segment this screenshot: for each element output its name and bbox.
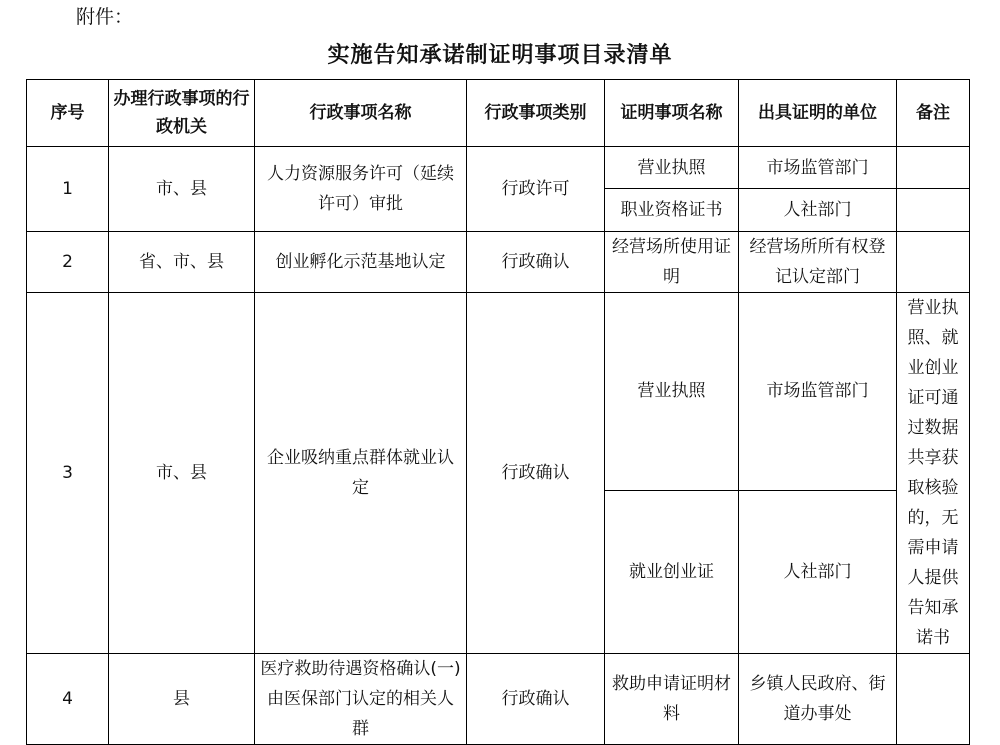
header-cell: 出具证明的单位 [739, 80, 897, 147]
item-name-cell: 创业孵化示范基地认定 [255, 232, 467, 293]
attachment-label: 附件： [76, 6, 134, 28]
note-cell: 营业执照、就业创业证可通过数据共享获取核验的，无需申请人提供告知承诺书 [897, 293, 970, 654]
proof-name-cell: 就业创业证 [605, 490, 739, 653]
table-row [27, 654, 970, 745]
table-row [27, 232, 970, 293]
proof-name-cell: 营业执照 [605, 147, 739, 189]
item-name-cell: 医疗救助待遇资格确认(一)由医保部门认定的相关人群 [255, 654, 467, 745]
issuer-cell: 乡镇人民政府、街道办事处 [739, 654, 897, 745]
note-cell [897, 654, 970, 745]
issuer-cell: 经营场所所有权登记认定部门 [739, 232, 897, 293]
issuer-cell: 市场监管部门 [739, 293, 897, 491]
proof-name-cell: 营业执照 [605, 293, 739, 491]
category-cell: 行政确认 [467, 232, 605, 293]
header-cell: 行政事项类别 [467, 80, 605, 147]
header-cell: 序号 [27, 80, 109, 147]
proof-name-cell: 救助申请证明材料 [605, 654, 739, 745]
proof-name-cell: 经营场所使用证明 [605, 232, 739, 293]
row-number: 3 [27, 293, 109, 654]
category-cell: 行政许可 [467, 147, 605, 232]
issuer-cell: 市场监管部门 [739, 147, 897, 189]
proof-items-table [26, 79, 970, 745]
header-cell: 行政事项名称 [255, 80, 467, 147]
authority-cell: 市、县 [109, 293, 255, 654]
note-cell [897, 232, 970, 293]
authority-cell: 市、县 [109, 147, 255, 232]
authority-cell: 省、市、县 [109, 232, 255, 293]
issuer-cell: 人社部门 [739, 189, 897, 232]
issuer-cell: 人社部门 [739, 490, 897, 653]
row-number: 2 [27, 232, 109, 293]
table-header-row [27, 80, 970, 147]
note-cell [897, 189, 970, 232]
proof-name-cell: 职业资格证书 [605, 189, 739, 232]
item-name-cell: 人力资源服务许可（延续许可）审批 [255, 147, 467, 232]
header-cell: 备注 [897, 80, 970, 147]
category-cell: 行政确认 [467, 654, 605, 745]
note-cell [897, 147, 970, 189]
item-name-cell: 企业吸纳重点群体就业认定 [255, 293, 467, 654]
authority-cell: 县 [109, 654, 255, 745]
table-row [27, 293, 970, 491]
category-cell: 行政确认 [467, 293, 605, 654]
page-title: 实施告知承诺制证明事项目录清单 [327, 43, 673, 68]
header-cell: 证明事项名称 [605, 80, 739, 147]
table-row [27, 147, 970, 189]
row-number: 4 [27, 654, 109, 745]
row-number: 1 [27, 147, 109, 232]
header-cell: 办理行政事项的行政机关 [109, 80, 255, 147]
